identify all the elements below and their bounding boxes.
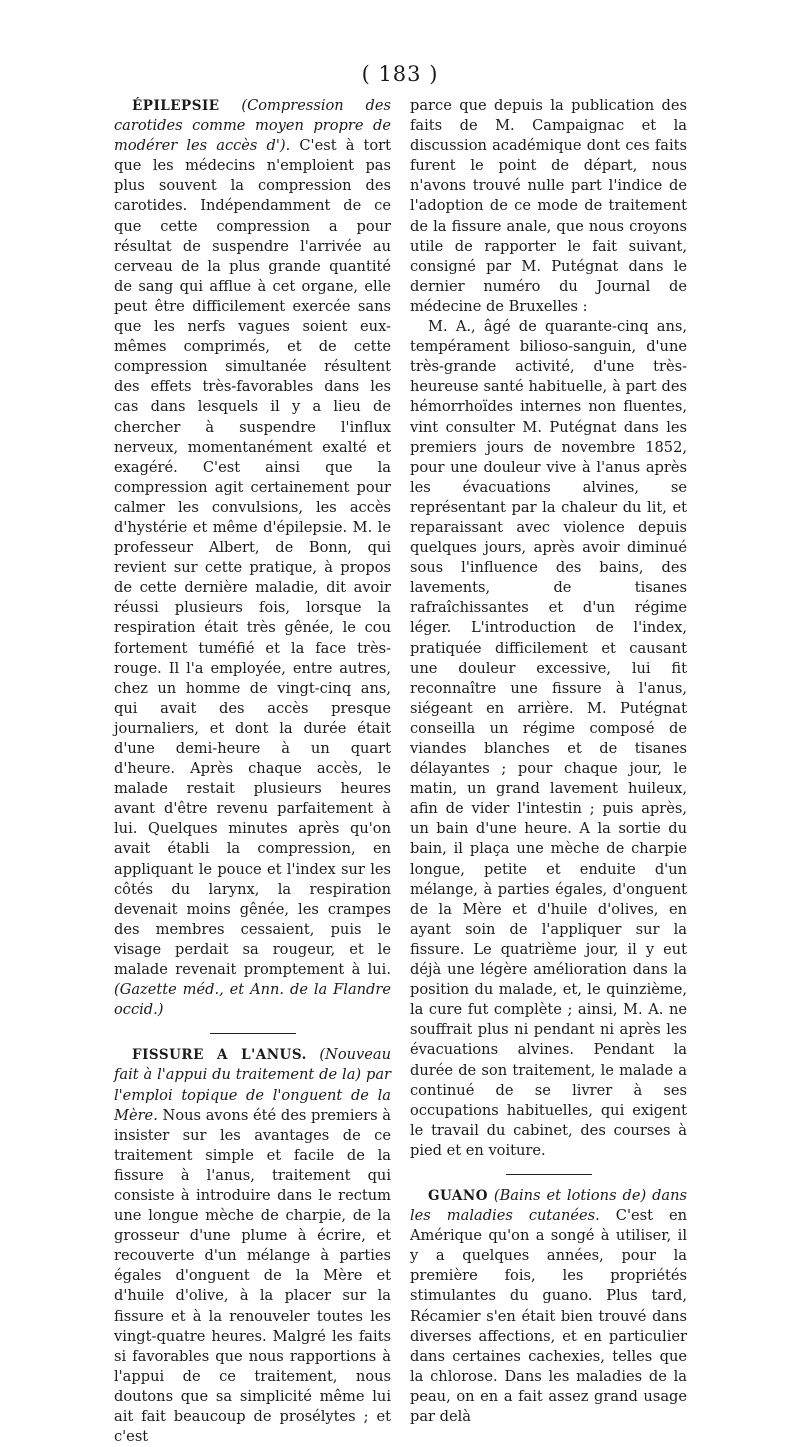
article-fissure <box>114 1045 391 1447</box>
article-subtitle: (Bains et lotions de) dans les maladies cutanées. <box>410 1186 687 1225</box>
case-report: M. A., âgé de quarante-cinq ans, tempérament bilioso-sanguin, d'une très-grande activité, d'une très-heureuse santé habituelle, à part des hémorrhoïdes internes non fluentes, vint consulter M. Putégnat dans les premiers jours de novembre 1852, pour une douleur vive à l'anus après les évacuations alvines, se représentant par la chaleur du lit, et reparaissant avec violence depuis quelques jours, après avoir diminué sous l'influence des bains, des lavements, de tisanes rafraîchissantes et d'un régime léger. L'introduction de l'index, pratiquée difficilement et causant une douleur excessive, lui fit reconnaître une fissure à l'anus, siégeant en arrière. M. Putégnat conseilla un régime composé de viandes blanches et de tisanes délayantes ; pour chaque jour, le matin, un grand lavement huileux, afin de vider l'intestin ; puis après, un bain d'une heure. A la sortie du bain, il plaça une mèche de charpie longue, petite et enduite d'un mélange, à parties égales, d'onguent de la Mère et d'huile d'olives, en ayant soin de l'appliquer sur la fissure. Le quatrième jour, il y eut déjà une légère amélioration dans la position du malade, et, le quinzième, la cure fut complète ; ainsi, M. A. ne souffrait plus ni pendant ni après les évacuations alvines. Pendant la durée de son traitement, le malade a continué de se livrer à ses occupations habituelles, qui exigent le travail du cabinet, des courses à pied et en voiture. <box>410 318 687 1159</box>
right-column <box>410 96 687 1427</box>
article-heading: GUANO <box>428 1187 488 1204</box>
page-number: ( 183 ) <box>361 62 439 86</box>
article-continuation: parce que depuis la publication des faits de M. Campaignac et la discussion académique dont ces faits furent le point de départ, nous n'avons trouvé nulle part l'indice de l'adoption de ce mode de traitement de la fissure anale, que nous croyons utile de rapporter le fait suivant, consigné par M. Putégnat dans le dernier numéro du Journal de médecine de Bruxelles : <box>410 97 687 315</box>
article-heading: FISSURE A L'ANUS. <box>132 1047 307 1064</box>
left-column <box>114 96 391 1447</box>
article-subtitle: (Compression des carotides comme moyen propre de modérer les accès d'). <box>114 97 391 155</box>
article-heading: ÉPILEPSIE <box>132 98 220 114</box>
article-body: Nous avons été des premiers à insister sur les avantages de ce traitement simple et facile de la fissure à l'anus, traitement qui consiste à introduire dans le rectum une longue mèche de charpie, de la grosseur d'une plume à écrire, et recouverte d'un mélange à parties égales d'onguent de la Mère et d'huile d'olive, à la placer sur la fissure et à la renouveler toutes les vingt-quatre heures. Malgré les faits si favorables que nous rapportions à l'appui de ce traitement, nous doutons que sa simplicité même lui ait fait beaucoup de prosélytes ; et c'est <box>114 1106 391 1446</box>
article-epilepsie <box>114 96 391 1020</box>
article-body: C'est à tort que les médecins n'emploient pas plus souvent la compression des carotides. Indépendamment de ce que cette compression a pour résultat de suspendre l'arrivée au cerveau de la plus grande quantité de sang qui afflue à cet organe, elle peut être difficilement exercée sans que les nerfs vagues soient eux-mêmes comprimés, et de cette compression simultanée résultent des effets très-favorables dans les cas dans lesquels il y a lieu de chercher à suspendre l'influx nerveux, momentanément exalté et exagéré. C'est ainsi que la compression agit certainement pour calmer les convulsions, les accès d'hystérie et même d'épilepsie. M. le professeur Albert, de Bonn, qui revient sur cette pratique, à propos de cette dernière maladie, dit avoir réussi plusieurs fois, lorsque la respiration était très gênée, le cou fortement tuméfié et la face très-rouge. Il l'a employée, entre autres, chez un homme de vingt-cinq ans, qui avait des accès presque journaliers, et dont la durée était d'une demi-heure à un quart d'heure. Après chaque accès, le malade restait plusieurs heures avant d'être revenu parfaitement à lui. Quelques minutes après qu'on avait établi la compression, en appliquant le pouce et l'index sur les côtés du larynx, la respiration devenait moins gênée, les crampes des membres cessaient, puis le visage perdait sa rougeur, et le malade revenait promptement à lui. <box>114 137 392 979</box>
article-guano <box>410 1186 687 1427</box>
article-source: (Gazette méd., et Ann. de la Flandre occid.) <box>114 981 391 1019</box>
article-subtitle: (Nouveau fait à l'appui du traitement de la) par l'emploi topique de l'onguent de la Mère. <box>114 1046 391 1124</box>
article-body: C'est en Amérique qu'on a songé à utiliser, il y a quelques années, pour la première fois, les propriétés stimulantes du guano. Plus tard, Récamier s'en était bien trouvé dans diverses affections, et en particulier dans certaines cachexies, telles que la chlorose. Dans les maladies de la peau, on en a fait assez grand usage par delà <box>410 1207 688 1425</box>
article-separator <box>210 1033 296 1034</box>
article-separator <box>506 1174 592 1175</box>
